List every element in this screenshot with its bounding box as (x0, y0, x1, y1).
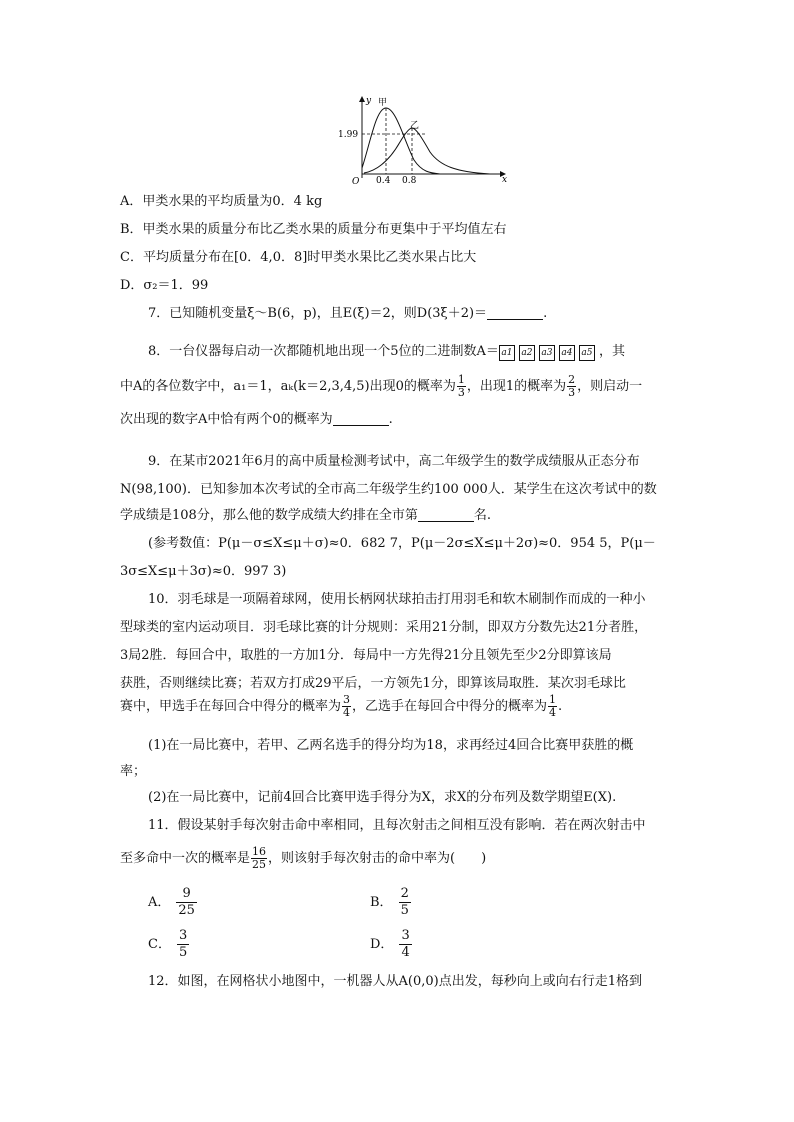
origin-label: O (352, 177, 360, 184)
q10-line-5 (120, 694, 562, 719)
q11-line-2 (120, 846, 486, 871)
q10-line-3: 3局2胜．每回合中，取胜的一方加1分．每局中一方先得21分且领先至少2分即算该局 (120, 648, 612, 663)
q8-box-3: a3 (539, 345, 555, 361)
y-tick-label: 1.99 (338, 130, 359, 140)
q8-box-2: a2 (519, 345, 535, 361)
q8-line-1 (148, 342, 625, 362)
q11-text-2b: ，则该射手每次射击的命中率为( ) (268, 851, 487, 866)
q8-text-3: 次出现的数字A中恰有两个0的概率为 (120, 412, 333, 427)
q7-answer-blank (487, 305, 543, 320)
q8-line-3 (120, 410, 393, 430)
q9-reference-line-2: 3σ≤X≤μ＋3σ)≈0．997 3) (120, 564, 287, 579)
q8-text-2c: ，则启动一 (577, 379, 643, 394)
q9-answer-blank (418, 507, 474, 522)
q7-end: . (543, 306, 548, 321)
q7-question (148, 304, 547, 324)
q6-option-b: B．甲类水果的质量分布比乙类水果的质量分布更集中于平均值左右 (120, 222, 507, 237)
q8-box-1: a1 (499, 345, 515, 361)
q10-fraction-2: $\frac{1}{4}$ (549, 693, 557, 719)
q12-line-1: 12．如图，在网格状小地图中，一机器人从A(0,0)点出发，每秒向上或向右行走1格到 (148, 974, 643, 989)
q8-text-3b: . (388, 412, 393, 427)
q8-text-2b: ，出现1的概率为 (466, 379, 567, 394)
x-axis-label: x (502, 175, 508, 184)
q10-sub1-line-1: (1)在一局比赛中，若甲、乙两名选手的得分均为18，求再经过4回合比赛甲获胜的概 (148, 738, 634, 753)
q10-line-4: 获胜，否则继续比赛；若双方打成29平后，一方领先1分，即算该局取胜．某次羽毛球比 (120, 676, 626, 691)
normal-distribution-figure (330, 94, 510, 184)
q7-text: 7．已知随机变量ξ～B(6，p)，且E(ξ)＝2，则D(3ξ＋2)＝ (148, 306, 488, 321)
q10-line-2: 型球类的室内运动项目．羽毛球比赛的计分规则：采用21分制，即双方分数先达21分者胜， (120, 620, 648, 635)
q10-line-1: 10．羽毛球是一项隔着球网，使用长柄网状球拍击打用羽毛和软木刷制作而成的一种小 (148, 592, 646, 607)
q11-option-b: B． $\frac{2}{5}$ (370, 886, 409, 918)
q9-text-3: 学成绩是108分，那么他的数学成绩大约排在全市第 (120, 508, 418, 523)
q8-answer-blank (333, 411, 389, 426)
q10-text-5: 赛中，甲选手在每回合中得分的概率为 (120, 699, 342, 714)
q11-option-c: C． $\frac{3}{5}$ (148, 928, 188, 960)
q10-fraction-1: $\frac{3}{4}$ (343, 693, 351, 719)
q10-text-5c: . (558, 699, 563, 714)
q11-text-2: 至多命中一次的概率是 (120, 851, 251, 866)
q9-line-2: N(98,100)．已知参加本次考试的全市高二年级学生约100 000人．某学生在这次考试中的数 (120, 482, 657, 497)
q9-reference-line-1: (参考数值：P(μ－σ≤X≤μ＋σ)≈0．682 7，P(μ－2σ≤X≤μ＋2σ)≈0．954 5，P(μ－ (148, 536, 656, 551)
q9-text-3b: 名. (473, 508, 491, 523)
q10-text-5b: ，乙选手在每回合中得分的概率为 (352, 699, 548, 714)
q8-line-2 (120, 374, 642, 399)
q8-fraction-1: $\frac{1}{3}$ (457, 373, 465, 399)
q9-line-1: 9．在某市2021年6月的高中质量检测考试中，高二年级学生的数学成绩服从正态分布 (148, 454, 640, 469)
curve-yi-label: 乙 (410, 121, 420, 131)
q11-option-a: A． $\frac{9}{25}$ (148, 886, 195, 918)
q8-text-2: 中A的各位数字中，a₁＝1，aₖ(k＝2,3,4,5)出现0的概率为 (120, 379, 456, 394)
q9-line-3 (120, 506, 491, 526)
q6-option-a: A．甲类水果的平均质量为0．4 kg (120, 194, 323, 209)
q8-text-1b: ，其 (598, 344, 625, 359)
q8-box-4: a4 (559, 345, 575, 361)
x-tick-2-label: 0.8 (402, 176, 417, 184)
q11-line-1: 11．假设某射手每次射击命中率相同，且每次射击之间相互没有影响．若在两次射击中 (148, 818, 646, 833)
y-axis-label: y (366, 96, 372, 106)
curve-jia-label: 甲 (378, 98, 388, 108)
q8-fraction-2: $\frac{2}{3}$ (568, 373, 576, 399)
q6-option-d: D．σ₂＝1．99 (120, 278, 209, 293)
q10-sub2: (2)在一局比赛中，记前4回合比赛甲选手得分为X，求X的分布列及数学期望E(X). (148, 790, 617, 805)
q8-box-5: a5 (579, 345, 595, 361)
x-tick-1-label: 0.4 (376, 176, 391, 184)
q11-fraction: $\frac{16}{25}$ (252, 845, 267, 871)
q6-option-c: C．平均质量分布在[0．4,0．8]时甲类水果比乙类水果占比大 (120, 250, 477, 265)
q11-option-d: D． $\frac{3}{4}$ (370, 928, 410, 960)
q10-sub1-line-2: 率； (120, 764, 147, 779)
q8-text-1: 8．一台仪器每启动一次都随机地出现一个5位的二进制数A＝ (148, 344, 499, 359)
